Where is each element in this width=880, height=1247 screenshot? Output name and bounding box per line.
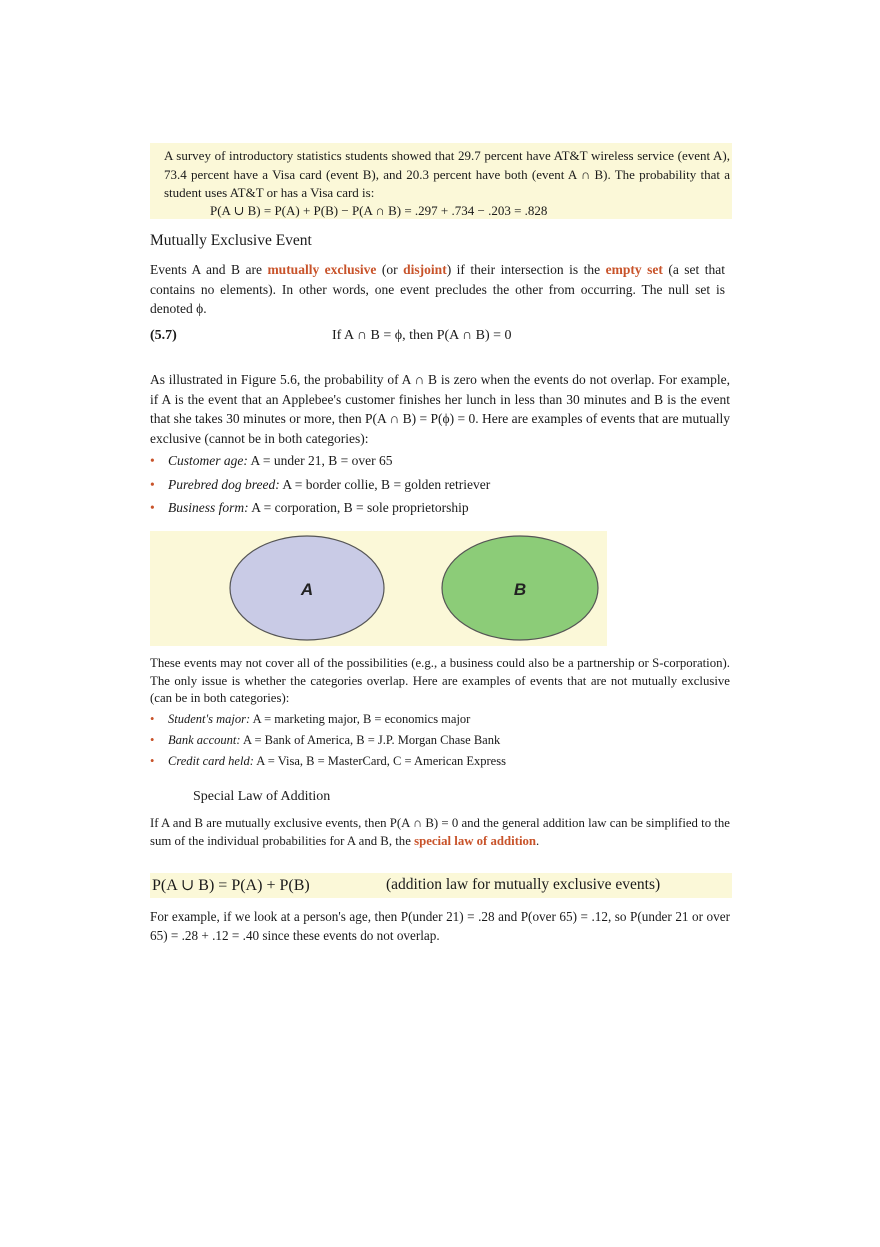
survey-example-box xyxy=(150,143,732,219)
example-label: Business form: xyxy=(168,500,249,515)
example-label: Bank account: xyxy=(168,733,241,747)
example-label: Customer age: xyxy=(168,453,248,468)
special-law-paragraph xyxy=(150,815,730,850)
example-label: Student's major: xyxy=(168,712,251,726)
example-label: Credit card held: xyxy=(168,754,254,768)
list-item xyxy=(150,477,490,501)
addition-law-box xyxy=(150,873,732,898)
survey-formula: P(A ∪ B) = P(A) + P(B) − P(A ∩ B) = .297 + .734 − .203 = .828 xyxy=(210,203,548,218)
special-part1: If A and B are mutually exclusive events, then P(A ∩ B) = 0 and the general addition law can be simplified to the sum of the individual probabilities for A and B, the xyxy=(150,816,730,848)
list-item xyxy=(150,712,506,733)
special-part2: . xyxy=(536,833,540,848)
list-item xyxy=(150,733,506,754)
special-law-heading: Special Law of Addition xyxy=(193,789,331,804)
survey-text: A survey of introductory statistics students showed that 29.7 percent have AT&T wireless service (event A), 73.4 percent have a Visa card (event B), and 20.3 percent have both (event A ∩ B). The probability that a student uses AT&T or has a Visa card is: xyxy=(164,148,730,200)
example-text: A = marketing major, B = economics major xyxy=(250,712,471,726)
addition-law-formula: P(A ∪ B) = P(A) + P(B) xyxy=(152,877,310,894)
equation-5-7: If A ∩ B = ϕ, then P(A ∩ B) = 0 xyxy=(332,328,512,343)
circle-b-label: B xyxy=(513,580,527,599)
mutually-exclusive-heading: Mutually Exclusive Event xyxy=(150,232,312,249)
circle-a-label: A xyxy=(300,580,314,599)
term-empty-set: empty set xyxy=(605,262,663,277)
age-example-paragraph: For example, if we look at a person's age, then P(under 21) = .28 and P(over 65) = .12, so P(under 21 or over 65) = .28 + .12 = .40 since these events do not overlap. xyxy=(150,909,730,943)
term-special-law: special law of addition xyxy=(414,833,537,848)
definition-part4: (a set that contains no elements). In other words, one event precludes the other from occurring. The null set is denoted ϕ. xyxy=(150,262,726,316)
list-item xyxy=(150,453,490,477)
example-text: A = border collie, B = golden retriever xyxy=(279,476,491,492)
venn-diagram xyxy=(150,531,607,646)
equation-number: (5.7) xyxy=(150,328,177,343)
non-exclusive-examples-list xyxy=(150,712,506,775)
definition-paragraph xyxy=(150,260,725,319)
example-text: A = Visa, B = MasterCard, C = American Express xyxy=(253,754,506,768)
list-item xyxy=(150,754,506,775)
exclusive-examples-list xyxy=(150,453,490,524)
venn-svg xyxy=(150,531,607,646)
definition-part2: (or xyxy=(376,262,404,277)
definition-part1: Events A and B are xyxy=(150,262,268,277)
definition-part3: ) if their intersection is the xyxy=(446,262,606,277)
term-mutually-exclusive: mutually exclusive xyxy=(267,262,377,277)
illustration-paragraph: As illustrated in Figure 5.6, the probability of A ∩ B is zero when the events do not overlap. For example, if A is the event that an Applebee's customer finishes her lunch in less than 30 minutes and B is the event that she takes 30 minutes or more, then P(A ∩ B) = P(ϕ) = 0. Here are examples of events that are mutually exclusive (cannot be in both categories): xyxy=(150,372,730,446)
list-item xyxy=(150,500,490,524)
addition-law-note: (addition law for mutually exclusive events) xyxy=(386,876,661,893)
example-text: A = Bank of America, B = J.P. Morgan Chase Bank xyxy=(240,733,501,747)
example-text: A = corporation, B = sole proprietorship xyxy=(248,500,469,515)
example-text: A = under 21, B = over 65 xyxy=(247,453,393,468)
example-label: Purebred dog breed: xyxy=(168,476,280,492)
overlap-paragraph: These events may not cover all of the possibilities (e.g., a business could also be a partnership or S-corporation). The only issue is whether the categories overlap. Here are examples of events that are not mutually exclusive (can be in both categories): xyxy=(150,656,730,705)
term-disjoint: disjoint xyxy=(403,262,447,277)
